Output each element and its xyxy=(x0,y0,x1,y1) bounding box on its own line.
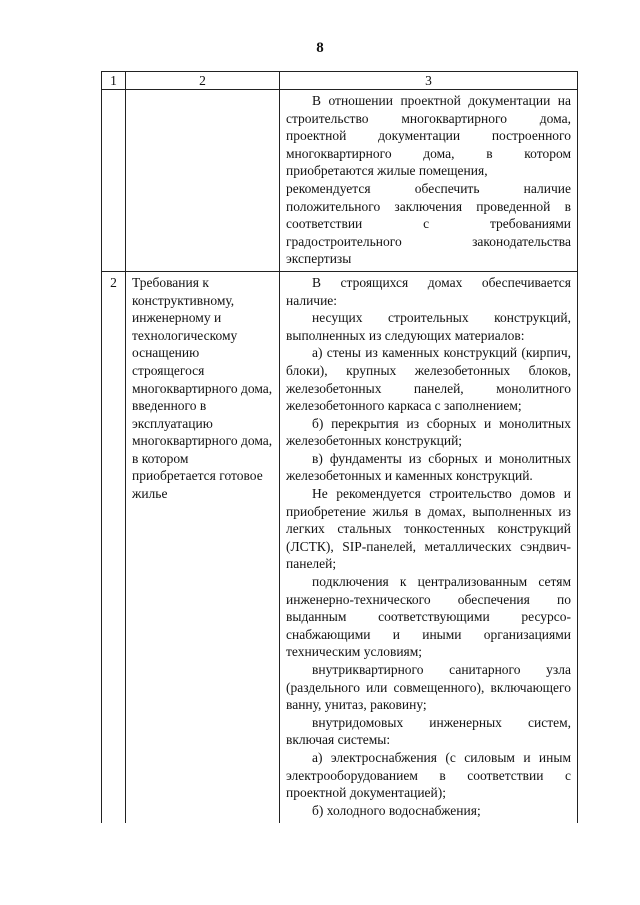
paragraph: несущих строительных конструкций, выполненных из следующих материалов: xyxy=(286,310,571,343)
recommendation-cell xyxy=(280,90,578,272)
paragraph: б) перекрытия из сборных и монолитных железобетонных конструкций; xyxy=(286,415,571,449)
requirement-cell xyxy=(126,90,280,272)
paragraph: внутридомовых инженерных систем, включая системы: xyxy=(286,714,571,748)
table-header-row xyxy=(102,72,578,90)
paragraph: Не рекомендуется строительство домов и приобретение жилья в домах, выполненных из легких стальных тонкостенных конструкций (ЛСТК), SIP-панелей, металлических сэндвич-панелей; xyxy=(286,486,571,572)
header-col-1: 1 xyxy=(102,72,126,90)
header-col-2: 2 xyxy=(126,72,280,90)
paragraph: В строящихся домах обеспечивается наличие: xyxy=(286,274,571,308)
paragraph: а) электроснабжения (с силовым и иным электрооборудованием в соответствии с проектной документацией); xyxy=(286,749,571,801)
recommendation-cell xyxy=(280,271,578,823)
paragraph: в) фундаменты из сборных и монолитных железобетонных и каменных конструкций. xyxy=(286,450,571,484)
table-row xyxy=(102,271,578,823)
paragraph: б) холодного водоснабжения; xyxy=(312,802,481,818)
paragraph: а) стены из каменных конструкций (кирпич, блоки), крупных железобетонных блоков, железобетонных панелей, монолитного железобетонного каркаса с заполнением; xyxy=(286,345,571,414)
header-col-3: 3 xyxy=(280,72,578,90)
requirement-cell: Требования к конструктивному, инженерному и технологическому оснащению строящегося многоквартирного дома, введенного в эксплуатацию многоквартирного дома, в котором приобретается готовое жилье xyxy=(126,271,280,823)
page-number: 8 xyxy=(316,40,324,56)
table-row xyxy=(102,90,578,272)
paragraph: внутриквартирного санитарного узла (раздельного или совмещенного), включающего ванну, унитаз, раковину; xyxy=(286,662,571,713)
paragraph: рекомендуется обеспечить наличие положительного заключения проведенной в соответствии с требованиями градостроительного законодательства экспертизы xyxy=(286,180,571,267)
requirements-table xyxy=(101,71,578,823)
row-number xyxy=(102,90,126,272)
paragraph: В отношении проектной документации на строительство многоквартирного дома, проектной документации построенного многоквартирного дома, в котором приобретаются жилые помещения, xyxy=(286,93,571,179)
row-number: 2 xyxy=(102,271,126,823)
paragraph: подключения к централизованным сетям инженерно-технического обеспечения по выданным соответствующими ресурсо-снабжающими и иными организациями техническим условиям; xyxy=(286,574,571,660)
